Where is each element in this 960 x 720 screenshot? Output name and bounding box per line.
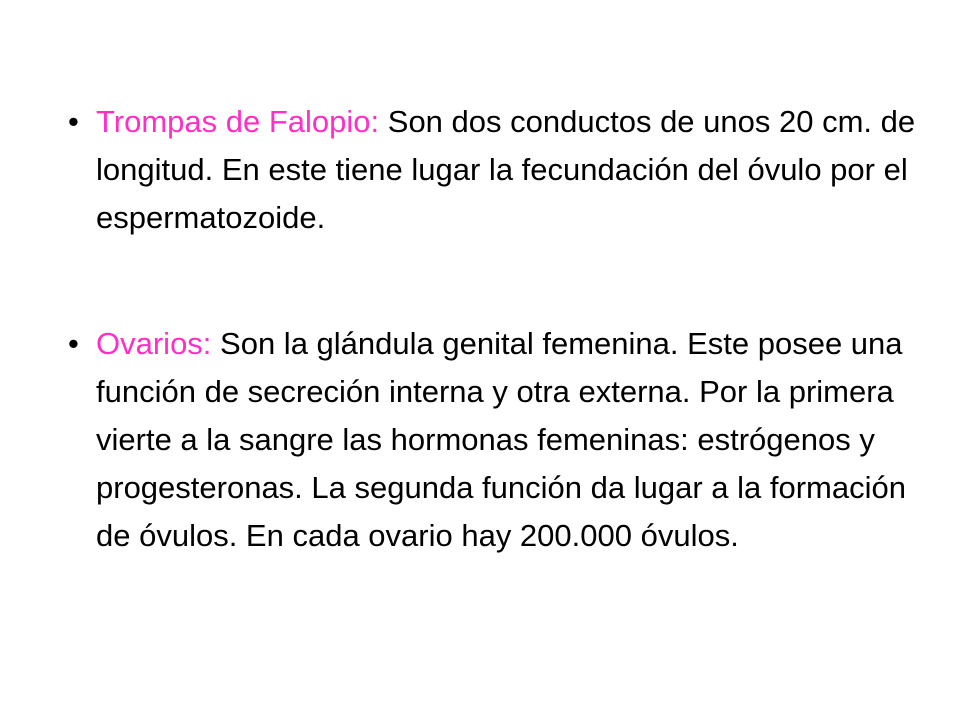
bullet-dot-icon: • — [68, 104, 79, 139]
bullet-text: Son dos conductos de unos 20 cm. de longitud. En este tiene lugar la fecundación del óvulo por el espermatozoide. — [96, 104, 916, 235]
bullet-term: Trompas de Falopio: — [96, 104, 380, 139]
bullet-item-trompas — [62, 98, 922, 242]
bullet-term: Ovarios: — [96, 326, 212, 361]
bullet-text: Son la glándula genital femenina. Este posee una función de secreción interna y otra externa. Por la primera vierte a la sangre las hormonas femeninas: estrógenos y progesteronas. La segunda función da lugar a la formación de óvulos. En cada ovario hay 200.000 óvulos. — [96, 326, 906, 553]
bullet-list — [62, 98, 922, 560]
bullet-item-ovarios — [62, 320, 922, 560]
bullet-dot-icon: • — [68, 326, 79, 361]
